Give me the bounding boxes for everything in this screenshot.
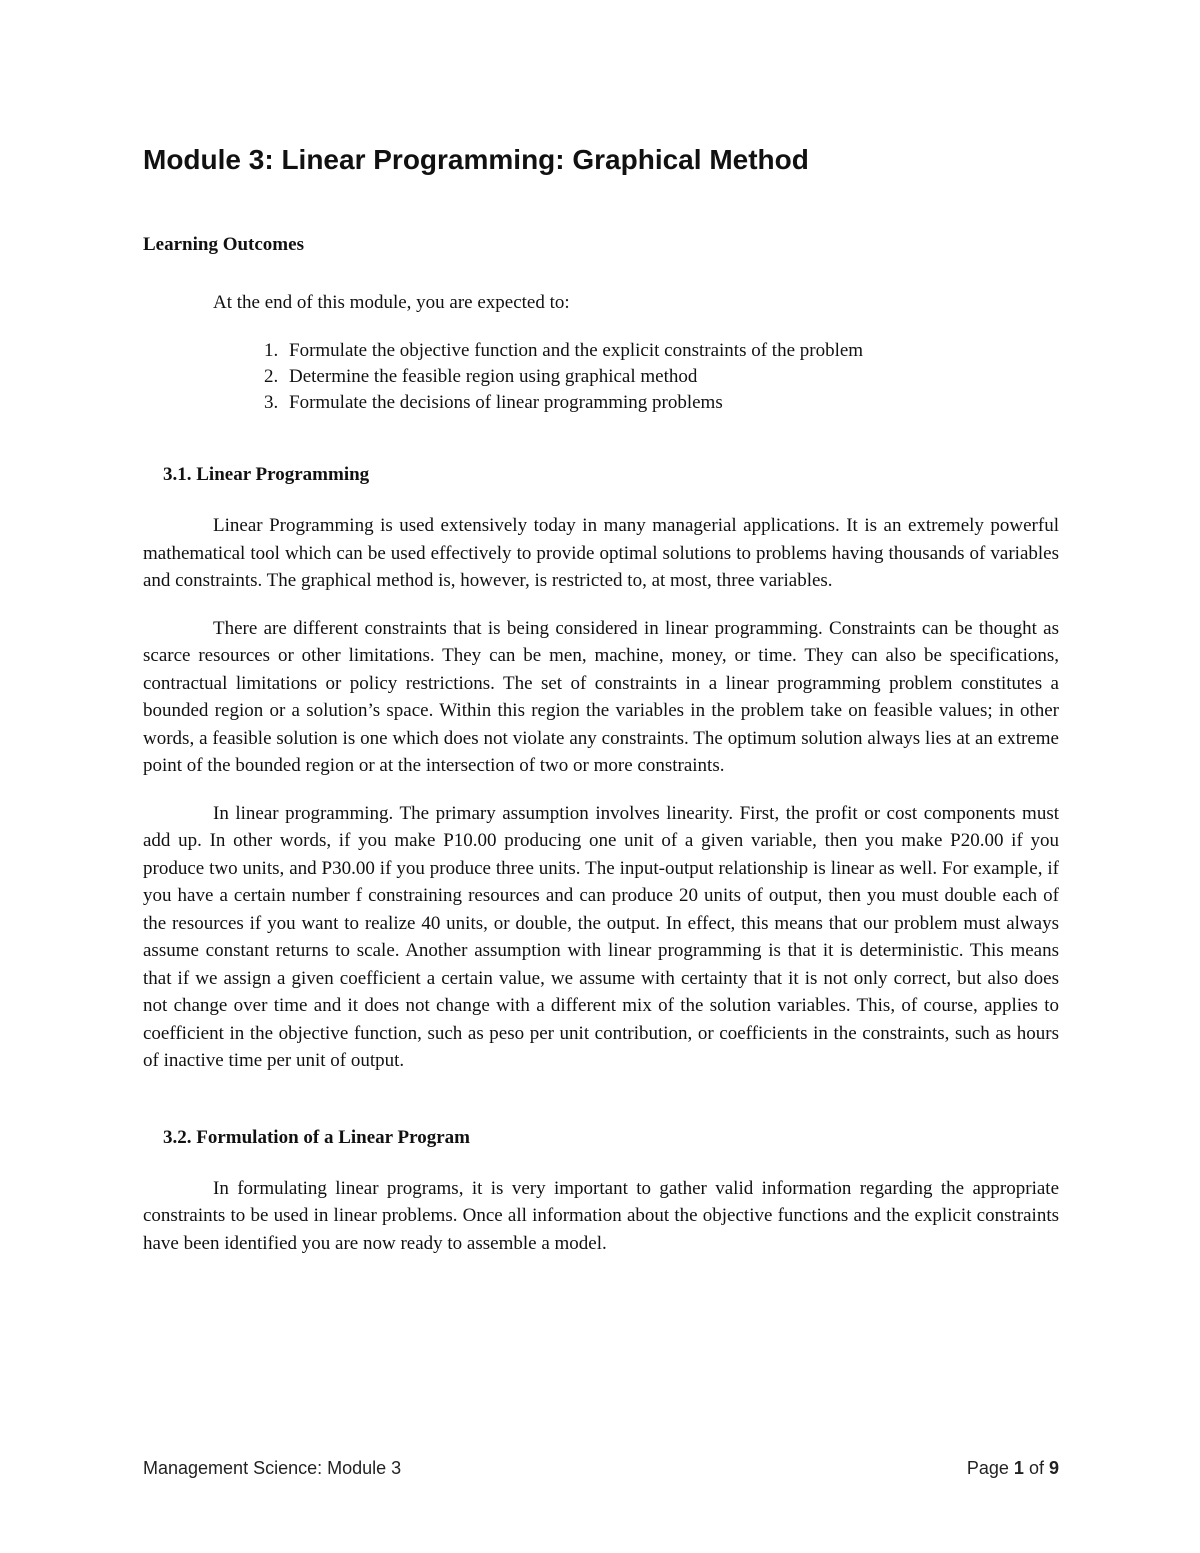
section-heading-linear-programming: 3.1. Linear Programming (163, 464, 370, 485)
page-number (967, 1458, 1059, 1479)
of-word: of (1028, 1458, 1044, 1478)
paragraph: In linear programming. The primary assumption involves linearity. First, the profit or cost components must add up. In other words, if you make P10.00 producing one unit of a given variable, then you make P20.00 if you produce two units, and P30.00 if you produce three units. The input-output relationship is linear as well. For example, if you have a certain number f constraining resources and can produce 20 units of output, then you must double each of the resources if you want to realize 40 units, or double, the output. In effect, this means that our problem must always assume constant returns to scale. Another assumption with linear programming is that it is deterministic. This means that if we assign a given coefficient a certain value, we assume with certainty that it is not only correct, but also does not change over time and it does not change with a different mix of the solution variables. This, of course, applies to coefficient in the objective function, such as peso per unit contribution, or coefficients in the constraints, such as hours of inactive time per unit of output. (143, 802, 1059, 1071)
outcome-item: 3. Formulate the decisions of linear programming problems (283, 390, 1059, 416)
paragraph: Linear Programming is used extensively today in many managerial applications. It is an extremely powerful mathematical tool which can be used effectively to provide optimal solutions to problems having thousands of variables and constraints. The graphical method is, however, is restricted to, at most, three variables. (143, 515, 1059, 591)
page-current: 1 (1013, 1458, 1024, 1478)
paragraph: There are different constraints that is being considered in linear programming. Constraints can be thought as scarce resources or other limitations. They can be men, machine, money, or time. They can also be specifications, contractual limitations or policy restrictions. The set of constraints in a linear programming problem constitutes a bounded region or a solution’s space. Within this region the variables in the problem take on feasible values; in other words, a feasible solution is one which does not violate any constraints. The optimum solution always lies at an extreme point of the bounded region or at the intersection of two or more constraints. (143, 617, 1059, 776)
module-title: Module 3: Linear Programming: Graphical Method (143, 144, 809, 175)
page-total: 9 (1048, 1458, 1059, 1478)
learning-outcomes-intro: At the end of this module, you are expected to: (213, 292, 570, 313)
learning-outcomes-heading: Learning Outcomes (143, 234, 304, 255)
outcome-item: 2. Determine the feasible region using graphical method (283, 364, 1059, 390)
footer-course-label: Management Science: Module 3 (143, 1458, 402, 1478)
learning-outcomes-list (143, 338, 1059, 416)
outcome-item: 1. Formulate the objective function and the explicit constraints of the problem (283, 338, 1059, 364)
paragraph: In formulating linear programs, it is very important to gather valid information regarding the appropriate constraints to be used in linear problems. Once all information about the objective functions and the explicit constraints have been identified you are now ready to assemble a model. (143, 1177, 1059, 1254)
section-heading-formulation: 3.2. Formulation of a Linear Program (163, 1126, 470, 1148)
page-word: Page (966, 1458, 1009, 1478)
page-content (143, 140, 1059, 1257)
